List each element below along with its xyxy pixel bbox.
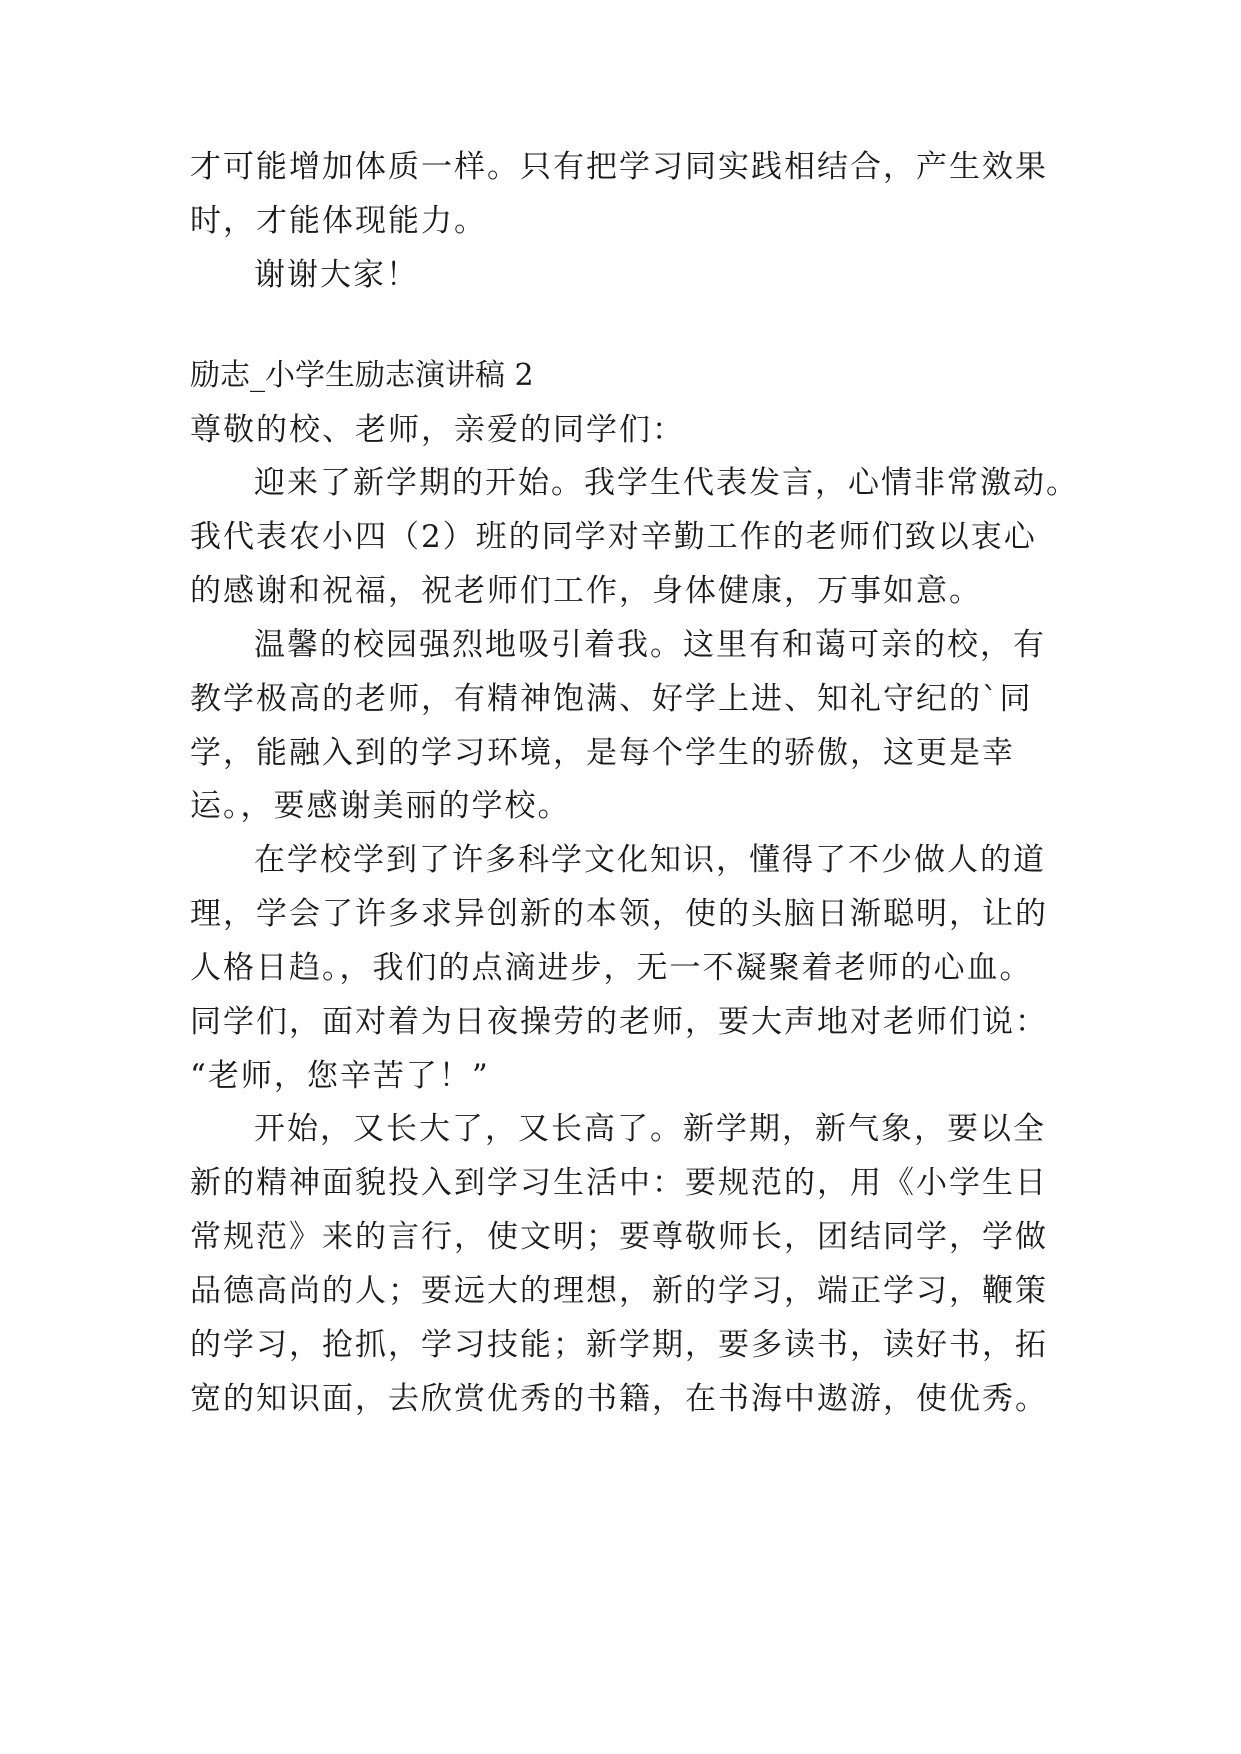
paragraph-line: 的学习，抢抓，学习技能；新学期，要多读书，读好书，拓	[190, 1327, 1048, 1363]
paragraph-line: 常规范》来的言行，使文明；要尊敬师长，团结同学，学做	[190, 1219, 1048, 1255]
paragraph-line: 理，学会了许多求异创新的本领，使的头脑日渐聪明，让的	[190, 896, 1048, 932]
paragraph-line: 宽的知识面，去欣赏优秀的书籍，在书海中遨游，使优秀。	[190, 1381, 1048, 1417]
paragraph-line: 学，能融入到的学习环境，是每个学生的骄傲，这更是幸	[190, 735, 1015, 771]
paragraph-line: “老师，您辛苦了！”	[190, 1058, 490, 1094]
section-title: 励志_小学生励志演讲稿 2	[190, 358, 534, 393]
paragraph-line: 开始，又长大了，又长高了。新学期，新气象，要以全	[254, 1111, 1046, 1147]
paragraph-line: 才可能增加体质一样。只有把学习同实践相结合，产生效果	[190, 149, 1048, 185]
paragraph-line: 同学们，面对着为日夜操劳的老师，要大声地对老师们说：	[190, 1004, 1048, 1040]
paragraph-line: 教学极高的老师，有精神饱满、好学上进、知礼守纪的`同	[190, 681, 1033, 717]
salutation: 尊敬的校、老师，亲爱的同学们：	[190, 412, 685, 448]
paragraph-line: 在学校学到了许多科学文化知识，懂得了不少做人的道	[254, 842, 1046, 878]
closing-line: 谢谢大家！	[254, 257, 419, 293]
paragraph-line: 时，才能体现能力。	[190, 203, 487, 239]
paragraph-line: 的感谢和祝福，祝老师们工作，身体健康，万事如意。	[190, 573, 982, 609]
paragraph-line: 温馨的校园强烈地吸引着我。这里有和蔼可亲的校，有	[254, 627, 1046, 663]
paragraph-line: 我代表农小四（2）班的同学对辛勤工作的老师们致以衷心	[190, 519, 1037, 555]
paragraph-line: 运。，要感谢美丽的学校。	[190, 788, 571, 824]
paragraph-line: 人格日趋。，我们的点滴进步，无一不凝聚着老师的心血。	[190, 950, 1033, 986]
paragraph-line: 品德高尚的人；要远大的理想，新的学习，端正学习，鞭策	[190, 1273, 1048, 1309]
paragraph-line: 新的精神面貌投入到学习生活中：要规范的，用《小学生日	[190, 1165, 1048, 1201]
paragraph-line: 迎来了新学期的开始。我学生代表发言，心情非常激动。	[254, 465, 1079, 501]
